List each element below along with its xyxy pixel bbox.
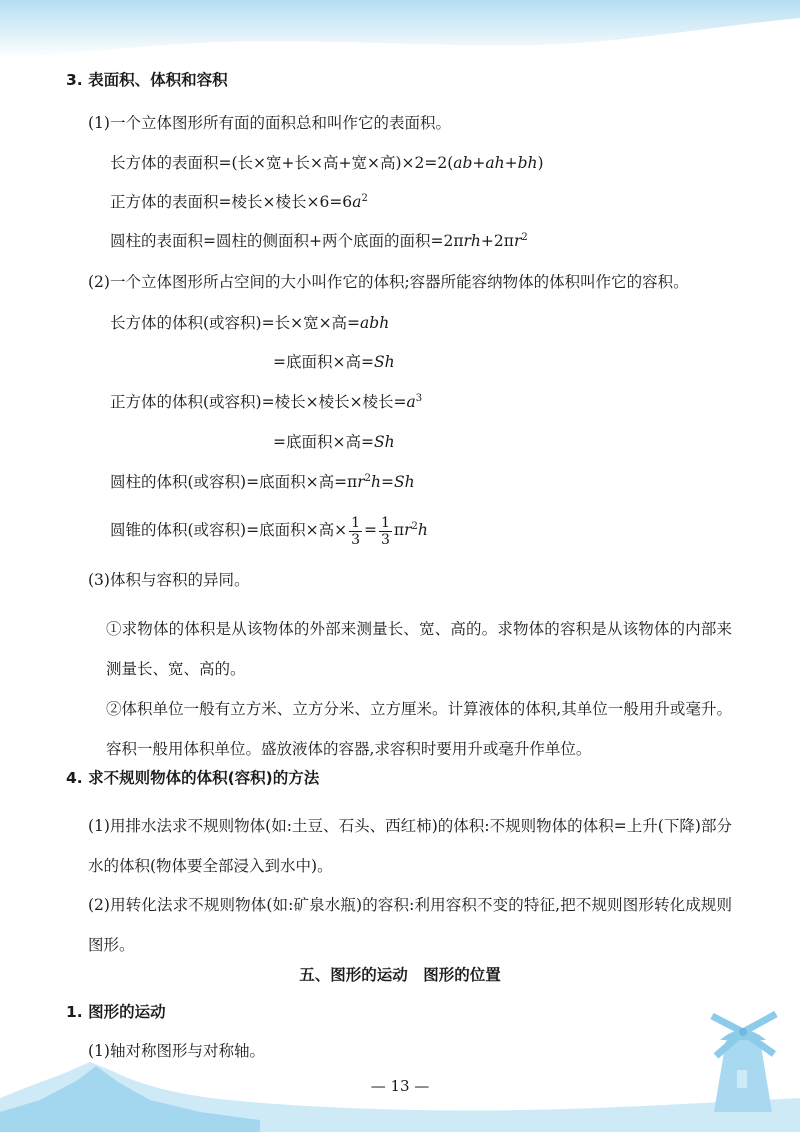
formula-cone-volume: 圆锥的体积(或容积)=底面积×高× $\frac{1}{3}$ = $\frac{1}{3}$ $\pi r^2h$ — [110, 514, 428, 548]
paragraph: (2)一个立体图形所占空间的大小叫作它的体积;容器所能容纳物体的体积叫作它的容积。 — [88, 273, 689, 291]
formula-cuboid-surface: 长方体的表面积=(长×宽+长×高+宽×高)×2=2(ab+ah+bh) — [110, 154, 544, 172]
formula-cube-surface: 正方体的表面积=棱长×棱长$\times 6=6a^2$ — [110, 192, 368, 211]
paragraph: (1)用排水法求不规则物体(如:土豆、石头、西红柿)的体积:不规则物体的体积=上升(下降)部分水的体积(物体要全部浸入到水中)。 — [88, 817, 732, 875]
fraction: $\frac{1}{3}$ — [351, 514, 360, 548]
paragraph: (2)用转化法求不规则物体(如:矿泉水瓶)的容积:利用容积不变的特征,把不规则图形转化成规则图形。 — [88, 896, 732, 954]
formula-cylinder-volume: 圆柱的体积(或容积)=底面积×高$=\pi r^2h=Sh$ — [110, 472, 415, 491]
windmill-icon — [712, 1014, 776, 1112]
fraction: $\frac{1}{3}$ — [380, 514, 390, 548]
list-item: ②体积单位一般有立方米、立方分米、立方厘米。计算液体的体积,其单位一般用升或毫升。容积一般用体积单位。盛放液体的容器,求容积时要用升或毫升作单位。 — [106, 700, 732, 758]
formula-cylinder-surface: 圆柱的表面积=圆柱的侧面积+两个底面的面积$=2\pi rh+2\pi r^2$ — [110, 231, 528, 250]
page-number: — 13 — — [370, 1077, 430, 1095]
paragraph: (1)轴对称图形与对称轴。 — [88, 1042, 265, 1060]
chapter-title: 五、图形的运动 图形的位置 — [299, 966, 501, 984]
section-heading: 1. 图形的运动 — [66, 1003, 166, 1021]
paragraph: (3)体积与容积的异同。 — [88, 571, 250, 589]
formula-cuboid-volume: 长方体的体积(或容积)=长×宽×高=abh — [110, 314, 390, 332]
paragraph: (1)一个立体图形所有面的面积总和叫作它的表面积。 — [88, 114, 451, 132]
section-heading: 3. 表面积、体积和容积 — [66, 71, 228, 89]
list-item: ①求物体的体积是从该物体的外部来测量长、宽、高的。求物体的容积是从该物体的内部来测量长、宽、高的。 — [106, 620, 732, 678]
formula-cube-volume-alt: =底面积×高=Sh — [273, 433, 395, 451]
formula-cuboid-volume-alt: =底面积×高=Sh — [273, 353, 395, 371]
section-heading: 4. 求不规则物体的体积(容积)的方法 — [66, 769, 320, 787]
formula-cube-volume: 正方体的体积(或容积)=棱长×棱长×棱长$=a^3$ — [110, 392, 423, 411]
sky-band — [0, 0, 800, 58]
